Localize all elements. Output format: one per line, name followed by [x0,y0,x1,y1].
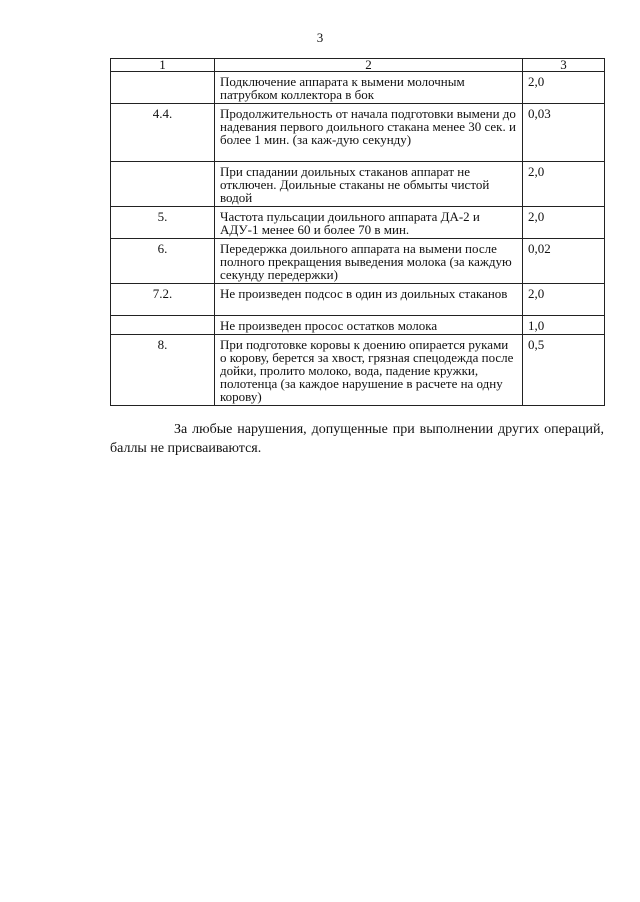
page-number: 3 [316,30,324,45]
scoring-table [110,58,605,406]
row-text-cell: Не произведен подсос в один из доильных стаканов [215,284,523,316]
table-row [111,335,605,406]
row-score-cell: 1,0 [523,316,605,335]
row-number-cell: 4.4. [111,104,215,162]
row-score-cell: 2,0 [523,162,605,207]
table-row [111,239,605,284]
table-row [111,316,605,335]
row-score-cell: 0,03 [523,104,605,162]
row-text-cell: При спадании доильных стаканов аппарат не отключен. Доильные стаканы не обмыты чистой водой [215,162,523,207]
table-row [111,104,605,162]
table-row [111,284,605,316]
row-number-cell [111,72,215,104]
row-score-cell: 0,02 [523,239,605,284]
row-score-cell: 2,0 [523,72,605,104]
row-score-cell: 2,0 [523,207,605,239]
row-number-cell: 6. [111,239,215,284]
row-text-cell: Продолжительность от начала подготовки вымени до надевания первого доильного стакана менее 30 сек. и более 1 мин. (за каж-дую секунду) [215,104,523,162]
row-text-cell: Подключение аппарата к вымени молочным патрубком коллектора в бок [215,72,523,104]
footer-note: За любые нарушения, допущенные при выполнении других операций, баллы не присваиваются. [110,422,604,456]
column-header-2: 2 [215,59,523,72]
column-header-1: 1 [111,59,215,72]
row-text-cell: При подготовке коровы к доению опирается руками о корову, берется за хвост, грязная спецодежда после дойки, пролито молоко, вода, падение кружки, полотенца (за каждое нарушение в расчете на одну корову) [215,335,523,406]
row-text-cell: Не произведен просос остатков молока [215,316,523,335]
column-header-3: 3 [523,59,605,72]
row-number-cell [111,316,215,335]
row-number-cell: 5. [111,207,215,239]
table-row [111,72,605,104]
row-text-cell: Передержка доильного аппарата на вымени после полного прекращения выведения молока (за каждую секунду передержки) [215,239,523,284]
row-number-cell: 8. [111,335,215,406]
table-row [111,162,605,207]
row-number-cell: 7.2. [111,284,215,316]
table-header-row [111,59,605,72]
row-score-cell: 2,0 [523,284,605,316]
table-row [111,207,605,239]
row-score-cell: 0,5 [523,335,605,406]
row-number-cell [111,162,215,207]
row-text-cell: Частота пульсации доильного аппарата ДА-2 и АДУ-1 менее 60 и более 70 в мин. [215,207,523,239]
